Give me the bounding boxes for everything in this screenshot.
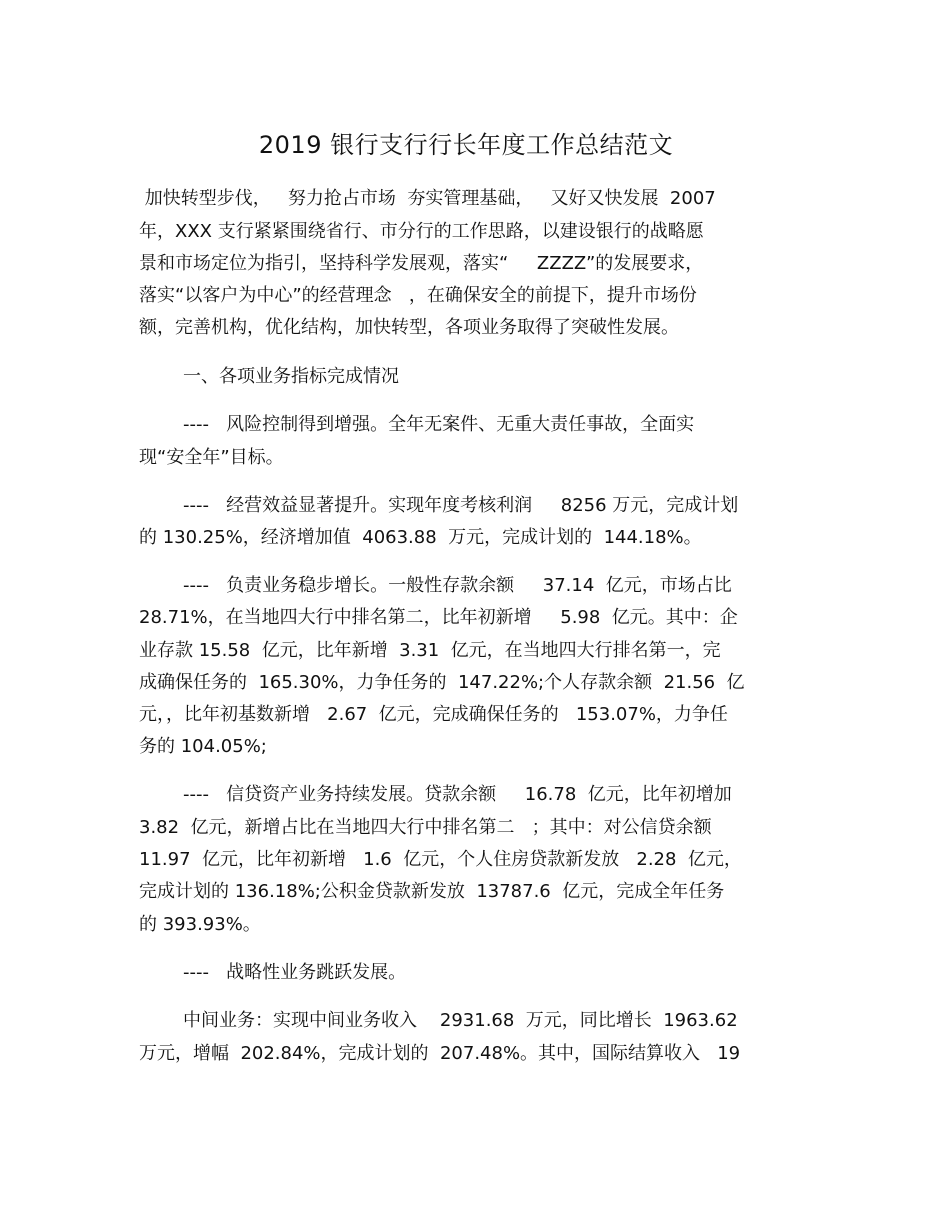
paragraph-line: 业存款 15.58 亿元，比年新增 3.31 亿元，在当地四大行排名第一，完 <box>139 640 721 661</box>
paragraph-line: 28.71%，在当地四大行中排名第二，比年初新增 5.98 亿元。其中：企 <box>139 607 738 628</box>
paragraph-line: 现“安全年”目标。 <box>139 447 284 468</box>
paragraph-line: 万元，增幅 202.84%，完成计划的 207.48%。其中，国际结算收入 19 <box>139 1043 741 1064</box>
paragraph-line: 元，，比年初基数新增 2.67 亿元，完成确保任务的 153.07%，力争任 <box>139 704 728 725</box>
paragraph-line: 成确保任务的 165.30%，力争任务的 147.22%;个人存款余额 21.56 亿 <box>139 672 745 693</box>
paragraph-line: 完成计划的 136.18%;公积金贷款新发放 13787.6 亿元，完成全年任务 <box>139 881 725 902</box>
section-heading: 一、各项业务指标完成情况 <box>183 366 399 387</box>
paragraph-line: ---- 经营效益显著提升。实现年度考核利润 8256 万元，完成计划 <box>183 495 739 516</box>
paragraph-line: 的 393.93%。 <box>139 914 261 935</box>
paragraph-line: 务的 104.05%; <box>139 736 267 757</box>
paragraph-line: 年，XXX 支行紧紧围绕省行、市分行的工作思路，以建设银行的战略愿 <box>139 221 704 242</box>
paragraph-line: 的 130.25%，经济增加值 4063.88 万元，完成计划的 144.18%。 <box>139 527 702 548</box>
paragraph-line: ---- 风险控制得到增强。全年无案件、无重大责任事故，全面实 <box>183 414 695 435</box>
paragraph-line: 额，完善机构，优化结构，加快转型，各项业务取得了突破性发展。 <box>139 317 679 338</box>
paragraph-line: 景和市场定位为指引，坚持科学发展观，落实“ ZZZZ”的发展要求， <box>139 253 704 274</box>
paragraph-line: ---- 信贷资产业务持续发展。贷款余额 16.78 亿元，比年初增加 <box>183 784 732 805</box>
document-title: 2019 银行支行行长年度工作总结范文 <box>258 131 674 159</box>
paragraph-line: 3.82 亿元，新增占比在当地四大行中排名第二 ；其中：对公信贷余额 <box>139 817 712 838</box>
paragraph-line: ---- 负责业务稳步增长。一般性存款余额 37.14 亿元，市场占比 <box>183 575 732 596</box>
paragraph-line: 11.97 亿元，比年初新增 1.6 亿元，个人住房贷款新发放 2.28 亿元， <box>139 849 742 870</box>
paragraph-line: 中间业务：实现中间业务收入 2931.68 万元，同比增长 1963.62 <box>183 1010 738 1031</box>
paragraph-line: 落实“以客户为中心”的经营理念 ，在确保安全的前提下，提升市场份 <box>139 285 697 306</box>
paragraph-line: ---- 战略性业务跳跃发展。 <box>183 962 407 983</box>
paragraph-line: 加快转型步伐， 努力抢占市场 夯实管理基础， 又好又快发展 2007 <box>139 188 716 209</box>
